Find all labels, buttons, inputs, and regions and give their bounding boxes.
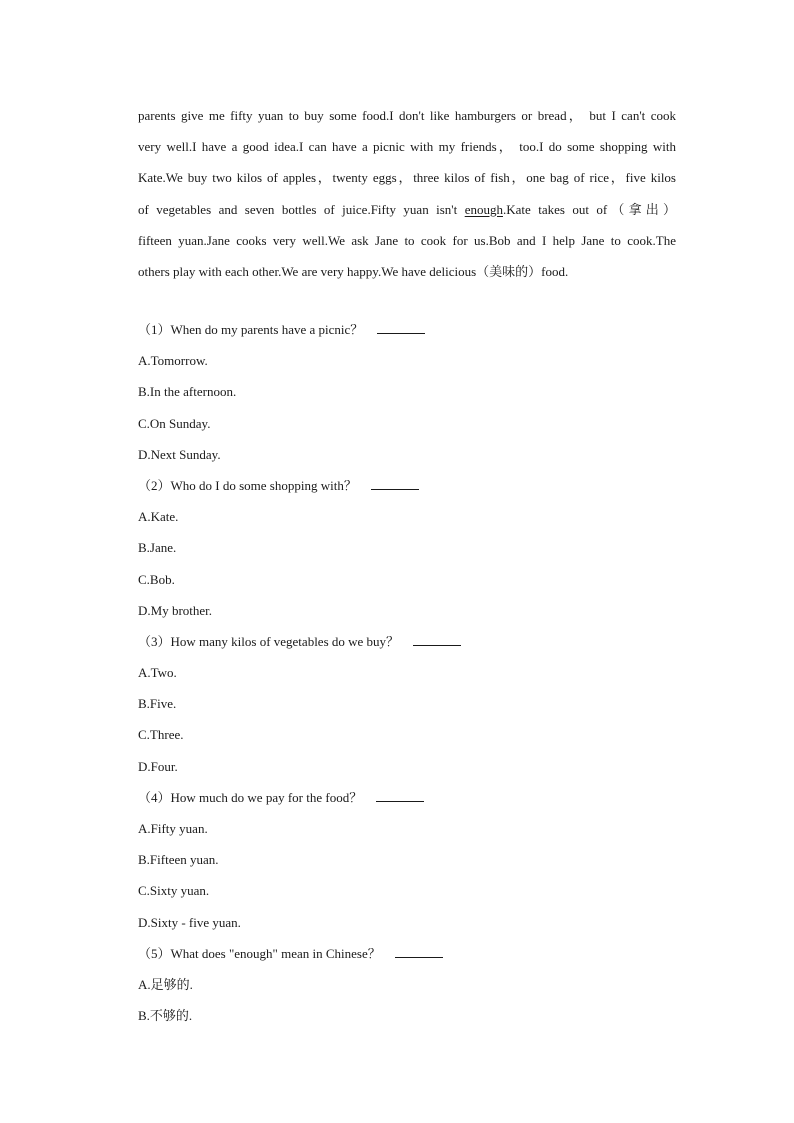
question-stem: （5）What does "enough" mean in Chinese？ xyxy=(138,945,381,961)
question-3 xyxy=(138,630,678,661)
option: C.Bob. xyxy=(138,571,175,587)
option: D.Next Sunday. xyxy=(138,446,221,462)
option: A.足够的. xyxy=(138,976,193,992)
answer-blank[interactable] xyxy=(376,788,424,802)
option: D.Four. xyxy=(138,758,178,774)
passage-line: parents give me fifty yuan to buy some food.I don't like hamburgers or bread， but I can't cook xyxy=(138,108,676,123)
answer-blank[interactable] xyxy=(395,944,443,958)
passage-text: .Kate takes out of（拿出） xyxy=(502,201,676,217)
option: A.Tomorrow. xyxy=(138,353,208,369)
option: B.不够的. xyxy=(138,1008,193,1024)
passage-line xyxy=(138,194,676,225)
reading-passage xyxy=(138,100,676,287)
question-stem: （2）Who do I do some shopping with？ xyxy=(138,477,357,493)
passage-line: very well.I have a good idea.I can have a picnic with my friends， too.I do some shopping with xyxy=(138,139,676,155)
option: A.Fifty yuan. xyxy=(138,821,208,836)
answer-blank[interactable] xyxy=(371,476,419,490)
option: B.In the afternoon. xyxy=(138,384,237,400)
passage-line: Kate.We buy two kilos of apples，twenty eggs，three kilos of fish，one bag of rice，five kilos xyxy=(138,170,676,186)
question-5 xyxy=(138,942,678,973)
passage-line: others play with each other.We are very happy.We have delicious（美味的）food. xyxy=(138,264,569,280)
question-4 xyxy=(138,786,678,817)
question-stem: （3）How many kilos of vegetables do we buy？ xyxy=(138,633,400,649)
question-stem: （1）When do my parents have a picnic？ xyxy=(138,322,364,337)
underlined-word-enough: enough xyxy=(464,201,503,217)
option: C.Three. xyxy=(138,727,184,743)
option: B.Jane. xyxy=(138,540,177,556)
answer-blank[interactable] xyxy=(413,632,461,646)
question-1 xyxy=(138,318,678,349)
question-stem: （4）How much do we pay for the food？ xyxy=(138,789,363,805)
option: D.My brother. xyxy=(138,602,213,618)
passage-line: fifteen yuan.Jane cooks very well.We ask Jane to cook for us.Bob and I help Jane to cook.The xyxy=(138,232,676,248)
option: A.Kate. xyxy=(138,509,179,525)
option: C.On Sunday. xyxy=(138,415,211,431)
option: B.Five. xyxy=(138,696,177,712)
answer-blank[interactable] xyxy=(377,320,425,334)
option: A.Two. xyxy=(138,665,177,681)
option: B.Fifteen yuan. xyxy=(138,852,219,868)
option: D.Sixty - five yuan. xyxy=(138,914,241,930)
passage-text: of vegetables and seven bottles of juice.Fifty yuan isn't xyxy=(138,201,465,217)
option: C.Sixty yuan. xyxy=(138,883,210,899)
question-2 xyxy=(138,474,678,505)
question-list xyxy=(138,318,678,1035)
